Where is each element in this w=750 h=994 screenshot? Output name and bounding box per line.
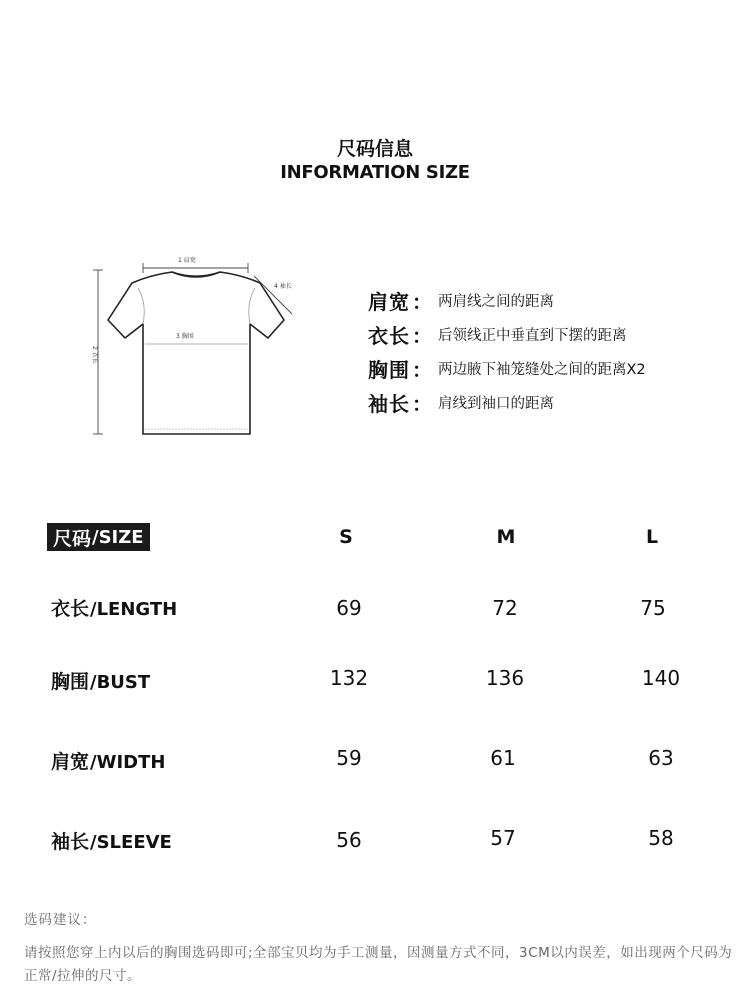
diagram-label-shoulder: 1 肩宽	[178, 257, 196, 264]
cell-bust-s: 132	[329, 666, 369, 690]
cell-sleeve-l: 58	[648, 826, 674, 850]
row-label-width: 肩宽/WIDTH	[51, 751, 166, 773]
cell-length-l: 75	[640, 596, 666, 620]
legend-desc: 后领线正中垂直到下摆的距离	[438, 327, 627, 344]
row-label-bust: 胸围/BUST	[51, 671, 151, 693]
legend-term: 衣长	[368, 323, 410, 348]
cell-length-m: 72	[492, 596, 518, 620]
row-label-sleeve: 袖长/SLEEVE	[51, 831, 172, 853]
page-title-en: INFORMATION SIZE	[280, 162, 470, 183]
diagram-label-sleeve: 4 袖长	[274, 283, 292, 290]
size-advice-title: 选码建议：	[24, 912, 97, 928]
legend-term: 肩宽	[368, 289, 410, 314]
cell-bust-m: 136	[485, 666, 525, 690]
diagram-label-chest: 3 胸围	[176, 333, 194, 340]
size-header-label: 尺码 /SIZE	[47, 523, 150, 551]
cell-sleeve-m: 57	[490, 826, 516, 850]
legend-term: 胸围	[368, 357, 410, 382]
column-header-m: M	[496, 526, 516, 548]
size-advice-text: 请按照您穿上内以后的胸围选码即可;全部宝贝均为手工测量，因测量方式不同，3CM以内误差，如出现两个尺码为正常/拉伸的尺寸。	[24, 945, 733, 984]
legend-desc: 肩线到袖口的距离	[438, 395, 554, 412]
legend-item-chest: 胸围 ： 两边腋下袖笼缝处之间的距离X2	[368, 351, 646, 385]
cell-bust-l: 140	[641, 666, 681, 690]
tshirt-outline	[108, 272, 284, 434]
legend-item-sleeve: 袖长 ： 肩线到袖口的距离	[368, 385, 646, 419]
cell-length-s: 69	[336, 596, 362, 620]
tshirt-diagram	[90, 248, 305, 448]
cell-width-s: 59	[336, 746, 362, 770]
legend-item-length: 衣长 ： 后领线正中垂直到下摆的距离	[368, 317, 646, 351]
row-label-length: 衣长/LENGTH	[51, 598, 178, 620]
legend-term: 袖长	[368, 391, 410, 416]
measurement-legend	[368, 283, 646, 419]
legend-item-shoulder: 肩宽 ： 两肩线之间的距离	[368, 283, 646, 317]
cell-width-l: 63	[648, 746, 674, 770]
diagram-label-length: 2 衣长	[91, 346, 98, 364]
cell-width-m: 61	[490, 746, 516, 770]
legend-desc: 两边腋下袖笼缝处之间的距离X2	[438, 361, 646, 378]
legend-desc: 两肩线之间的距离	[438, 293, 554, 310]
page-title-cn: 尺码信息	[336, 138, 413, 160]
cell-sleeve-s: 56	[336, 828, 362, 852]
column-header-s: S	[339, 526, 353, 548]
column-header-l: L	[645, 526, 659, 548]
